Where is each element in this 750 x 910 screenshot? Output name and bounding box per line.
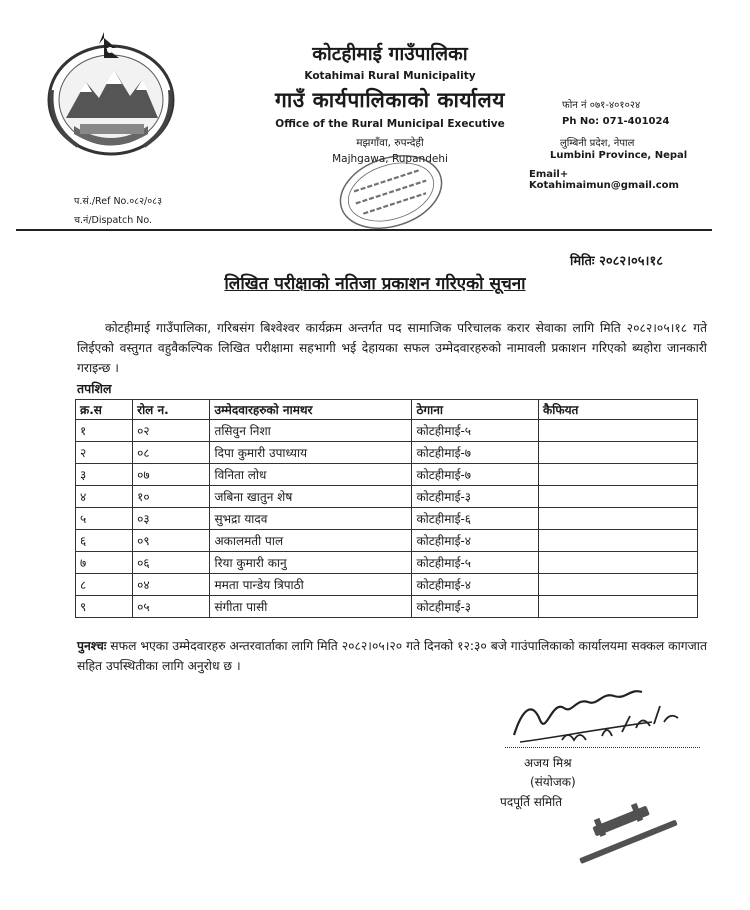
col-roll: रोल न. <box>133 400 210 420</box>
cell-address: कोटहीमाई-३ <box>412 596 539 618</box>
table-row <box>76 596 698 618</box>
cell-remarks <box>539 420 698 442</box>
cell-address: कोटहीमाई-७ <box>412 464 539 486</box>
reference-number: प.सं./Ref No.०८२/०८३ <box>74 196 163 207</box>
cell-address: कोटहीमाई-५ <box>412 552 539 574</box>
cell-name: रिया कुमारी कानु <box>210 552 412 574</box>
office-name-en: Office of the Rural Municipal Executive <box>275 118 505 130</box>
cell-roll: ०४ <box>133 574 210 596</box>
cell-name: संगीता पासी <box>210 596 412 618</box>
table-row <box>76 530 698 552</box>
col-name: उम्मेदवारहरुको नामथर <box>210 400 412 420</box>
officer-stamp-icon <box>558 786 688 876</box>
email: Email+ Kotahimaimun@gmail.com <box>529 169 679 191</box>
table-row <box>76 508 698 530</box>
table-row <box>76 486 698 508</box>
header-divider <box>16 229 712 231</box>
details-label: तपशिल <box>77 381 112 396</box>
cell-roll: ०९ <box>133 530 210 552</box>
cell-serial: ३ <box>76 464 133 486</box>
cell-name: सुभद्रा यादव <box>210 508 412 530</box>
cell-remarks <box>539 530 698 552</box>
cell-address: कोटहीमाई-७ <box>412 442 539 464</box>
dispatch-number: च.नं/Dispatch No. <box>74 215 153 226</box>
cell-name: तसिवुन निशा <box>210 420 412 442</box>
cell-address: कोटहीमाई-६ <box>412 508 539 530</box>
office-stamp-icon <box>326 150 456 235</box>
cell-remarks <box>539 486 698 508</box>
notice-date: मितिः २०८२।०५।१८ <box>570 254 664 269</box>
cell-serial: ८ <box>76 574 133 596</box>
notice-title: लिखित परीक्षाको नतिजा प्रकाशन गरिएको सूचना <box>224 274 526 294</box>
notice-body <box>77 318 707 378</box>
municipality-name-np: कोटहीमाई गाउँपालिका <box>312 43 468 65</box>
signatory-role: (संयोजक) <box>530 775 576 789</box>
cell-address: कोटहीमाई-३ <box>412 486 539 508</box>
footnote-label: पुनश्चः <box>77 639 107 653</box>
table-row <box>76 574 698 596</box>
table-row <box>76 420 698 442</box>
cell-name: अकालमती पाल <box>210 530 412 552</box>
cell-roll: ०७ <box>133 464 210 486</box>
cell-roll: ०२ <box>133 420 210 442</box>
location-en: Majhgawa, Rupandehi <box>332 153 448 165</box>
cell-serial: ९ <box>76 596 133 618</box>
signatory-name: अजय मिश्र <box>524 756 572 770</box>
cell-serial: १ <box>76 420 133 442</box>
cell-address: कोटहीमाई-४ <box>412 574 539 596</box>
cell-remarks <box>539 596 698 618</box>
cell-remarks <box>539 464 698 486</box>
footnote-text: सफल भएका उम्मेदवारहरु अन्तरवार्ताका लागि मिति २०८२।०५।२० गते दिनको १२:३० बजे गाउंपालिकाको कार्यालयमा सक्कल कागजात सहित उपस्थितीका लागि अनुरोध छ । <box>77 639 707 673</box>
phone-np: फोन नं ०७१-४०१०२४ <box>562 100 641 111</box>
cell-address: कोटहीमाई-४ <box>412 530 539 552</box>
cell-remarks <box>539 442 698 464</box>
handwritten-signature-icon <box>502 680 692 750</box>
table-row <box>76 442 698 464</box>
table-header-row <box>76 400 698 420</box>
notice-body-text: कोटहीमाई गाउँपालिका, गरिबसंग बिश्वेश्वर कार्यक्रम अन्तर्गत पद सामाजिक परिचालक करार सेवाका लागि मिति २०८२।०५।१८ गते लिईएको वस्तुगत वहुवैकल्पिक लिखित परीक्षामा सहभागी भई देहायका सफल उम्मेदवारहरुको नामावली प्रकाशन गरिएको ब्यहोरा जानकारी गराइन्छ । <box>77 321 707 375</box>
cell-serial: २ <box>76 442 133 464</box>
cell-serial: ४ <box>76 486 133 508</box>
municipality-name-en: Kotahimai Rural Municipality <box>304 70 476 82</box>
cell-roll: ०५ <box>133 596 210 618</box>
cell-serial: ७ <box>76 552 133 574</box>
cell-roll: ०६ <box>133 552 210 574</box>
table-row <box>76 464 698 486</box>
cell-serial: ६ <box>76 530 133 552</box>
col-address: ठेगाना <box>412 400 539 420</box>
cell-roll: ०८ <box>133 442 210 464</box>
footnote <box>77 636 707 676</box>
cell-remarks <box>539 508 698 530</box>
signatory-committee: पदपूर्ति समिति <box>500 795 563 809</box>
cell-serial: ५ <box>76 508 133 530</box>
table-row <box>76 552 698 574</box>
government-emblem-icon <box>44 30 179 158</box>
cell-name: ममता पान्डेय त्रिपाठी <box>210 574 412 596</box>
cell-remarks <box>539 552 698 574</box>
col-serial: क्र.स <box>76 400 133 420</box>
signature-line <box>505 747 700 748</box>
cell-roll: ०३ <box>133 508 210 530</box>
cell-address: कोटहीमाई-५ <box>412 420 539 442</box>
location-np: मझगाँवा, रुपन्देही <box>356 137 424 149</box>
office-name-np: गाउँ कार्यपालिकाको कार्यालय <box>275 88 505 112</box>
results-table <box>75 399 698 618</box>
province-en: Lumbini Province, Nepal <box>550 150 688 161</box>
cell-name: दिपा कुमारी उपाध्याय <box>210 442 412 464</box>
phone-en: Ph No: 071-401024 <box>562 116 670 127</box>
cell-name: विनिता लोध <box>210 464 412 486</box>
cell-name: जबिना खातुन शेष <box>210 486 412 508</box>
col-remarks: कैफियत <box>539 400 698 420</box>
province-np: लुम्बिनी प्रदेश, नेपाल <box>560 138 635 149</box>
cell-remarks <box>539 574 698 596</box>
cell-roll: १० <box>133 486 210 508</box>
